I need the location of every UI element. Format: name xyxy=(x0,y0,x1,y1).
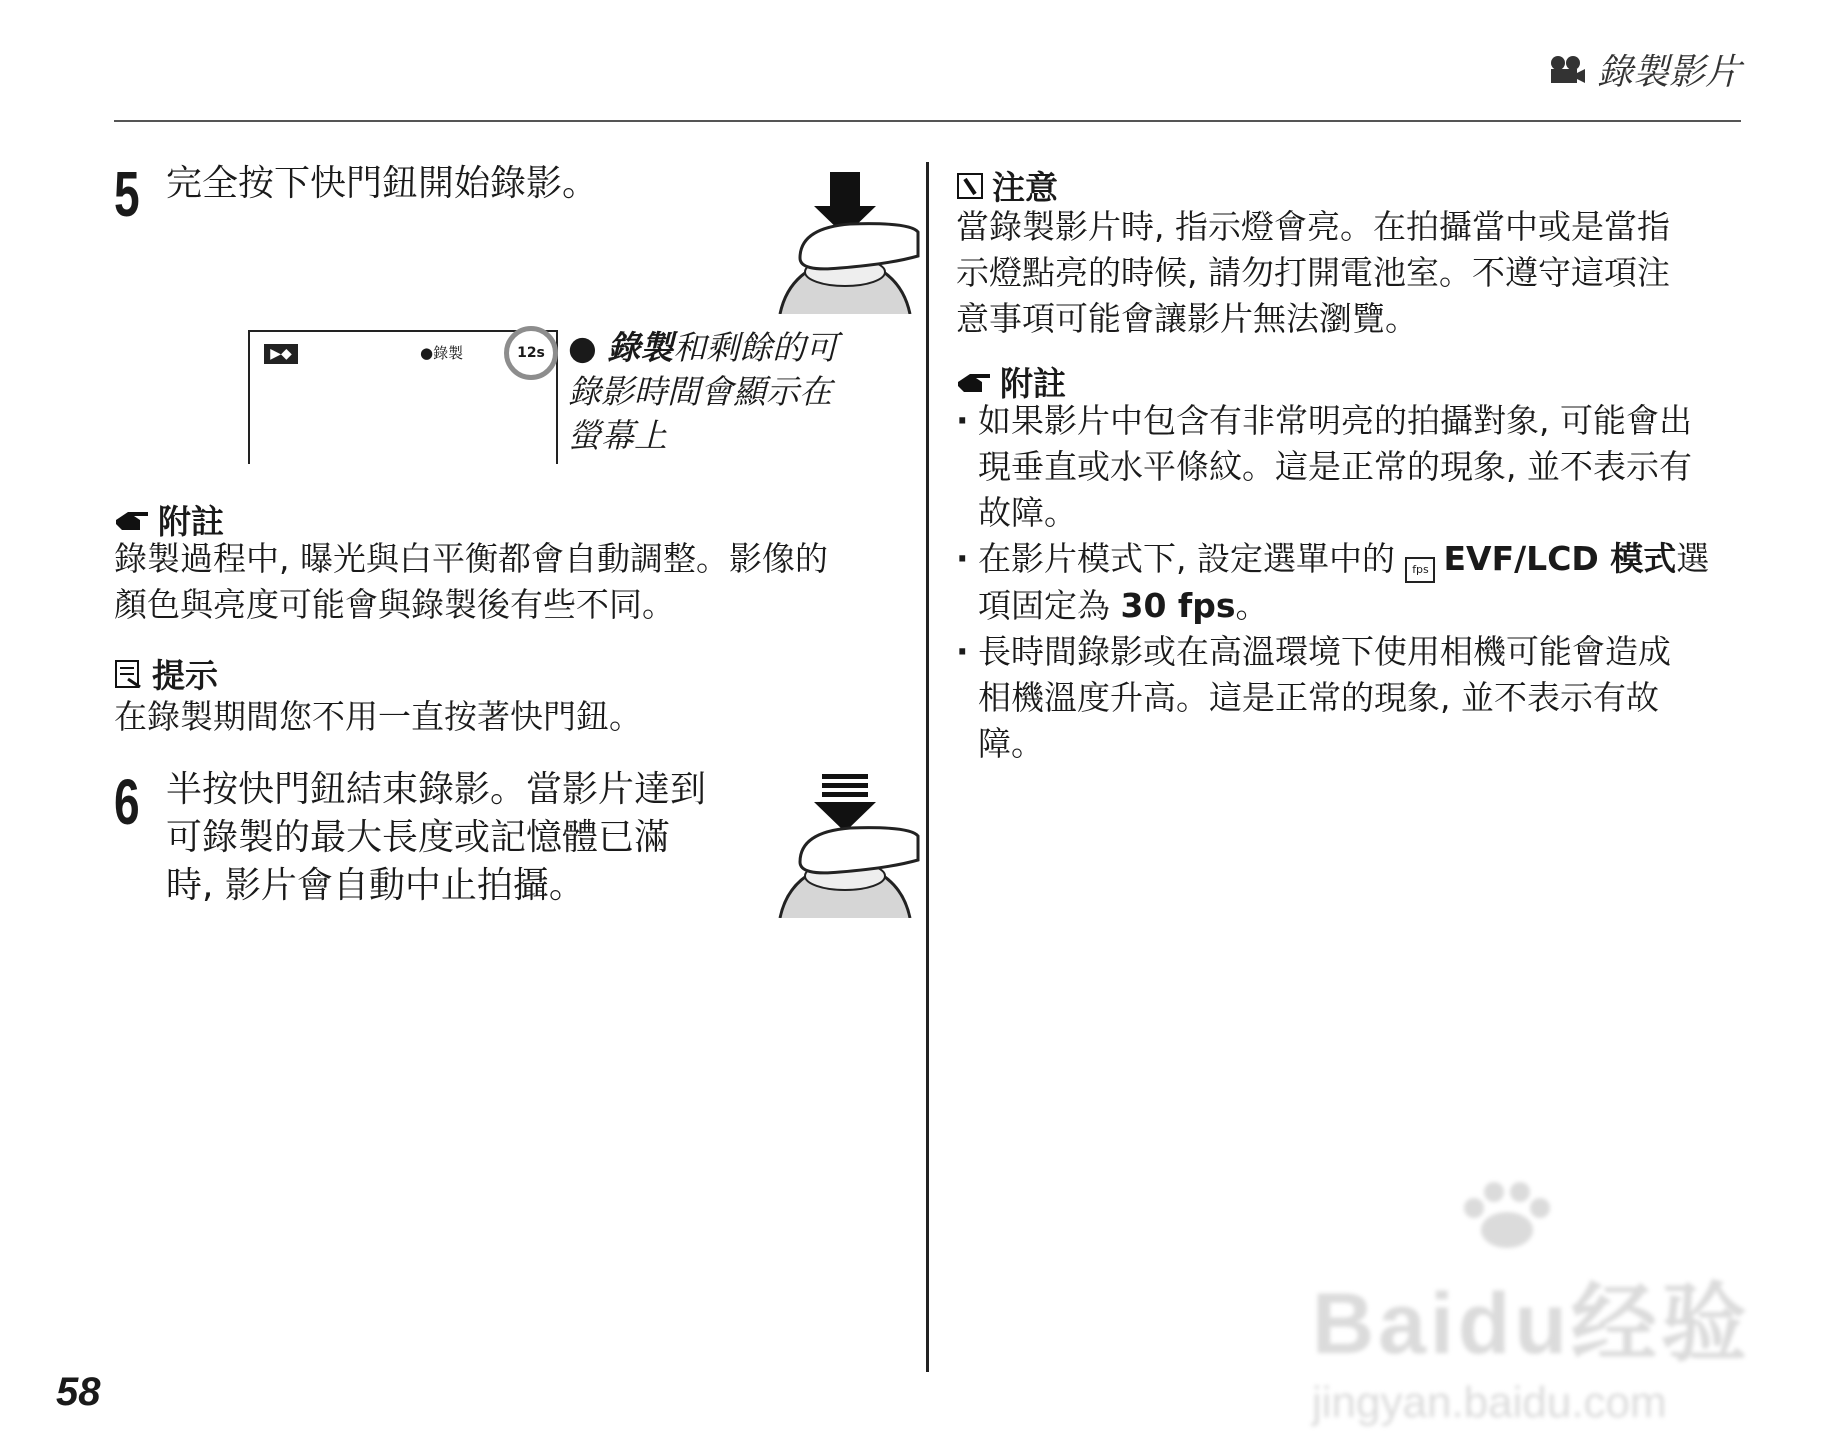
tip-title: 提示 xyxy=(152,656,218,695)
caution-line: 意事項可能會讓影片無法瀏覽。 xyxy=(956,299,1418,338)
watermark xyxy=(1312,1180,1751,1428)
bullet-line: 相機溫度升高。這是正常的現象, 並不表示有故 xyxy=(978,678,1659,717)
bullet-post: 。 xyxy=(1235,586,1269,625)
left-note-title: 附註 xyxy=(158,502,224,541)
callout-line-1 xyxy=(568,326,838,370)
callout-line-2: 錄影時間會顯示在 xyxy=(568,372,832,411)
recording-indicator: ●錄製 xyxy=(420,344,464,362)
finger-icon xyxy=(800,828,918,873)
header-title-row xyxy=(1547,44,1741,95)
callout-bold: 錄製 xyxy=(607,328,674,367)
bullet-pre: 在影片模式下, 設定選單中的 xyxy=(978,539,1406,578)
pointing-hand-icon xyxy=(956,368,992,396)
caution-line: 示燈點亮的時候, 請勿打開電池室。不遵守這項注 xyxy=(956,253,1670,292)
fps-value: 30 fps xyxy=(1120,586,1236,625)
caution-icon xyxy=(956,172,984,200)
lcd-screen-mock xyxy=(248,330,558,464)
evf-lcd-mode-label: EVF/LCD 模式 xyxy=(1443,539,1677,578)
fps-menu-icon: fps xyxy=(1405,557,1435,583)
arrow-shaft-icon xyxy=(830,172,860,206)
step-5-number: 5 xyxy=(114,158,140,230)
header-title: 錄製影片 xyxy=(1596,52,1741,93)
header-rule xyxy=(114,120,1741,122)
left-note-line: 顏色與亮度可能會與錄製後有些不同。 xyxy=(114,585,675,624)
list-item xyxy=(956,536,1709,629)
bullet-line: 故障。 xyxy=(978,493,1077,532)
bullet-pre: 項固定為 xyxy=(978,586,1121,625)
pointing-hand-icon xyxy=(114,506,150,534)
caution-line: 當錄製影片時, 指示燈會亮。在拍攝當中或是當指 xyxy=(956,207,1670,246)
caution-title: 注意 xyxy=(992,168,1058,207)
left-note-body xyxy=(114,536,828,628)
step-6-line: 半按快門鈕結束錄影。當影片達到 xyxy=(166,769,707,810)
bullet-line: · 長時間錄影或在高溫環境下使用相機可能會造成 xyxy=(978,632,1671,671)
bullet-line: 現垂直或水平條紋。這是正常的現象, 並不表示有 xyxy=(978,447,1692,486)
tip-text: 在錄製期間您不用一直按著快門鈕。 xyxy=(114,697,642,736)
callout-line-3: 螢幕上 xyxy=(568,416,667,455)
step-6-number: 6 xyxy=(114,766,140,838)
shutter-full-press-illustration xyxy=(770,168,920,314)
bullet-line: 障。 xyxy=(978,724,1044,763)
watermark-brand: Baidu经验 xyxy=(1312,1276,1751,1372)
bullet-line: · 如果影片中包含有非常明亮的拍攝對象, 可能會出 xyxy=(978,401,1692,440)
right-note-title: 附註 xyxy=(1000,364,1066,403)
bullet-line xyxy=(978,583,1709,629)
caution-body xyxy=(956,204,1670,342)
list-item xyxy=(956,629,1709,767)
step-5-line: 完全按下快門鈕開始錄影。 xyxy=(166,163,599,204)
right-note-list xyxy=(956,398,1709,767)
watermark-url: jingyan.baidu.com xyxy=(1312,1378,1667,1427)
page-number: 58 xyxy=(56,1370,101,1414)
tip-heading xyxy=(114,650,218,697)
remaining-time-badge: 12s xyxy=(504,326,558,380)
step-5-text xyxy=(166,160,598,208)
finger-icon xyxy=(800,224,918,269)
bullet-post: 選 xyxy=(1676,539,1710,578)
left-note-line: 錄製過程中, 曝光與白平衡都會自動調整。影像的 xyxy=(114,539,828,578)
column-divider xyxy=(926,162,929,1372)
movie-camera-icon xyxy=(1547,55,1587,85)
movie-mode-icon: ▶◆ xyxy=(264,344,298,364)
step-6-line: 時, 影片會自動中止拍攝。 xyxy=(166,865,585,906)
bullet-line xyxy=(978,536,1709,583)
caution-heading xyxy=(956,162,1058,209)
screen-callout xyxy=(568,326,838,458)
paw-logo-icon xyxy=(1452,1180,1562,1250)
callout-dot: ● xyxy=(568,328,597,367)
callout-rest: 和剩餘的可 xyxy=(673,328,839,367)
step-6-text xyxy=(166,766,706,910)
list-item xyxy=(956,398,1709,536)
shutter-half-press-illustration xyxy=(770,772,920,918)
tip-memo-icon xyxy=(114,659,144,689)
step-6-line: 可錄製的最大長度或記憶體已滿 xyxy=(166,817,671,858)
